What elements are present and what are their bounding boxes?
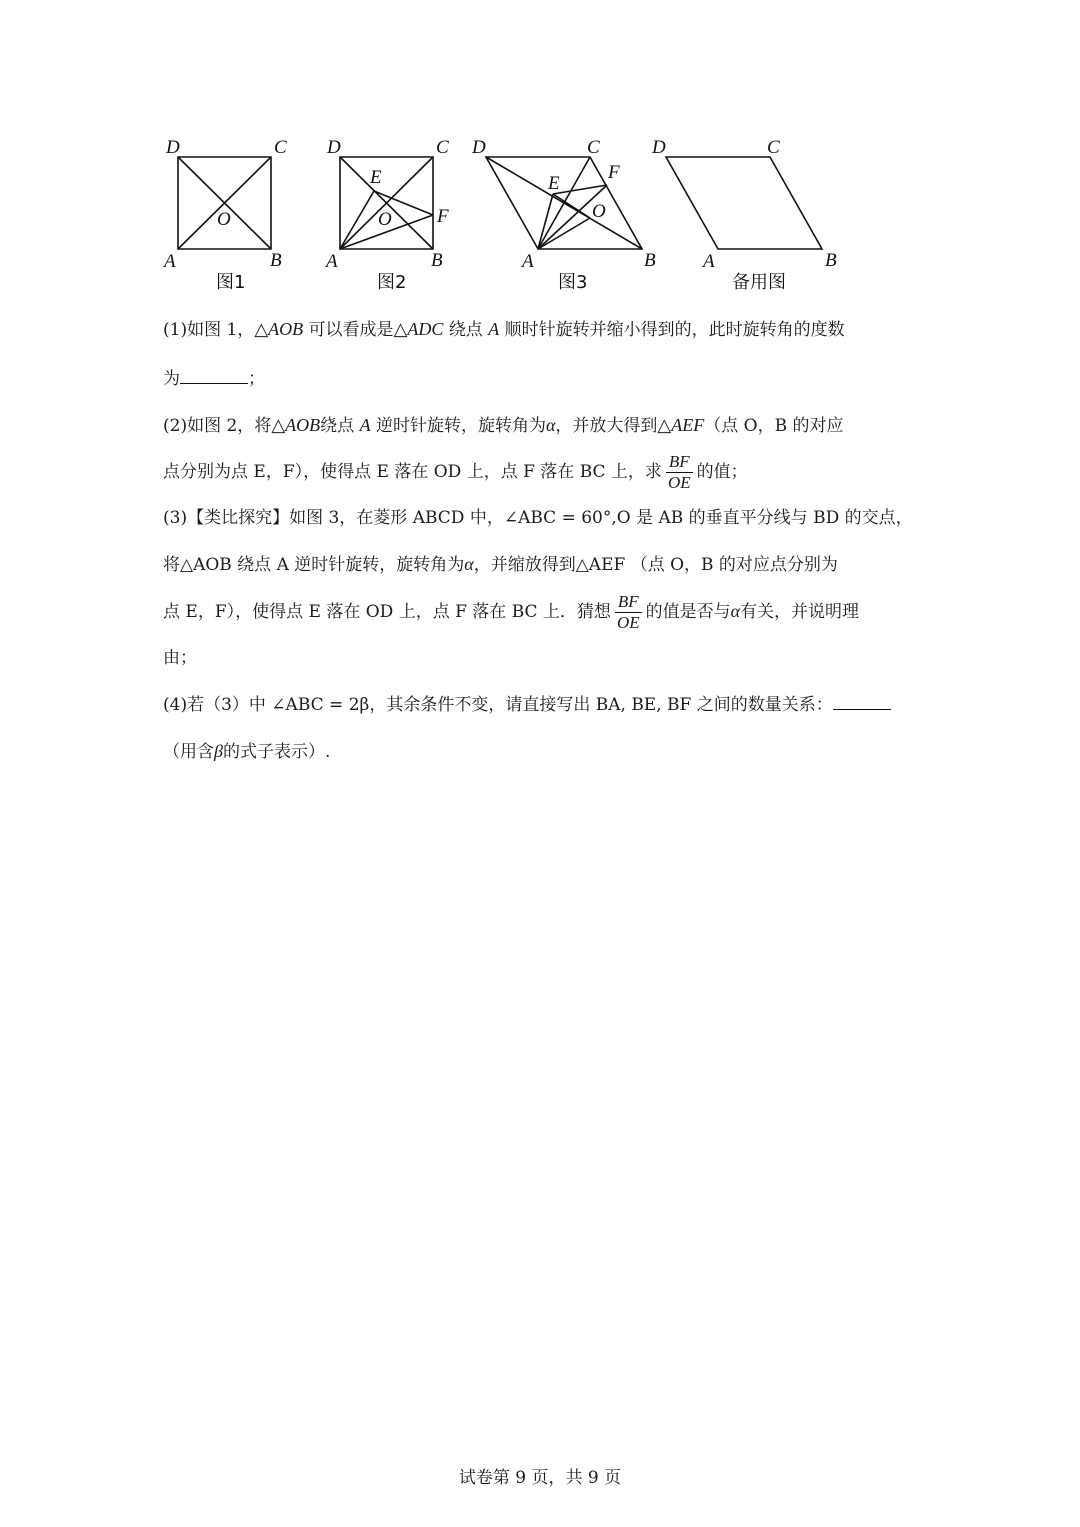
fig2-caption: 图2: [377, 272, 407, 293]
fig3-label-f: F: [608, 162, 620, 183]
fig3-label-a: A: [522, 251, 534, 272]
answer-blank-4[interactable]: [833, 681, 891, 710]
fig2-label-f: F: [437, 206, 449, 227]
fig3-label-d: D: [472, 137, 486, 158]
fraction-bf-oe: $\frac{BF}{OE}$: [667, 452, 691, 492]
figure-4: [651, 137, 837, 293]
fig4-rhombus: [666, 157, 822, 249]
figure-1: [162, 137, 287, 293]
question-3: (3)【类比探究】如图 3，在菱形 ABCD 中，∠ABC = 60°,O 是 AB 的垂直平分线与 BD 的交点，: [163, 508, 913, 528]
question-2: (2)如图 2，将△AOB绕点 A 逆时针旋转，旋转角为α，并放大得到△AEF（点 O，B 的对应: [163, 415, 844, 436]
question-3-line-3: 点 E，F），使得点 E 落在 OD 上，点 F 落在 BC 上．猜想 $\frac{BF}{OE}$ 的值是否与α有关，并说明理: [163, 592, 860, 632]
question-4: (4)若（3）中 ∠ABC = 2β，其余条件不变，请直接写出 BA, BE, BF 之间的数量关系：: [163, 681, 923, 728]
fig2-label-a: A: [326, 251, 338, 272]
fig3-label-c: C: [587, 137, 600, 158]
question-list: [163, 306, 923, 775]
fig4-label-a: A: [703, 251, 715, 272]
geometry-figures: [150, 125, 870, 300]
fig3-caption: 图3: [558, 272, 588, 293]
fig1-caption: 图1: [216, 272, 246, 293]
question-1-line-2: 为 ；: [163, 353, 923, 402]
fig3-label-b: B: [644, 250, 656, 271]
figure-2: [324, 137, 449, 293]
fig2-label-c: C: [436, 137, 449, 158]
question-3-line-2: 将△AOB 绕点 A 逆时针旋转，旋转角为α，并缩放得到△AEF （点 O，B 的对应点分别为: [163, 554, 838, 575]
fig1-label-o: O: [217, 209, 231, 230]
question-1: (1)如图 1，△AOB 可以看成是△ADC 绕点 A 顺时针旋转并缩小得到的，此时旋转角的度数: [163, 319, 845, 340]
fig3-diagonal-ac: [538, 157, 590, 249]
fig4-label-b: B: [825, 250, 837, 271]
fig2-label-o: O: [378, 209, 392, 230]
figure-3: [471, 137, 656, 293]
answer-blank-1[interactable]: [180, 353, 248, 384]
question-2-line-2: 点分别为点 E，F），使得点 E 落在 OD 上，点 F 落在 BC 上，求 $\frac{BF}{OE}$ 的值；: [163, 452, 748, 492]
fig1-label-d: D: [166, 137, 180, 158]
fraction-bf-oe-2: $\frac{BF}{OE}$: [616, 592, 640, 632]
question-4-line-2: （用含β的式子表示）.: [163, 741, 331, 762]
fig1-label-b: B: [270, 250, 282, 271]
fig3-label-e: E: [548, 173, 560, 194]
fig2-label-b: B: [431, 250, 443, 271]
fig2-label-e: E: [370, 167, 382, 188]
fig1-label-a: A: [164, 251, 176, 272]
figures-row: [150, 125, 870, 300]
fig3-label-o: O: [592, 201, 606, 222]
fig4-label-d: D: [652, 137, 666, 158]
fig4-caption: 备用图: [732, 272, 786, 293]
page-footer: 试卷第 9 页，共 9 页: [458, 1468, 622, 1488]
fig2-label-d: D: [327, 137, 341, 158]
fig4-label-c: C: [767, 137, 780, 158]
fig1-label-c: C: [274, 137, 287, 158]
question-3-line-4: 由；: [163, 648, 197, 668]
